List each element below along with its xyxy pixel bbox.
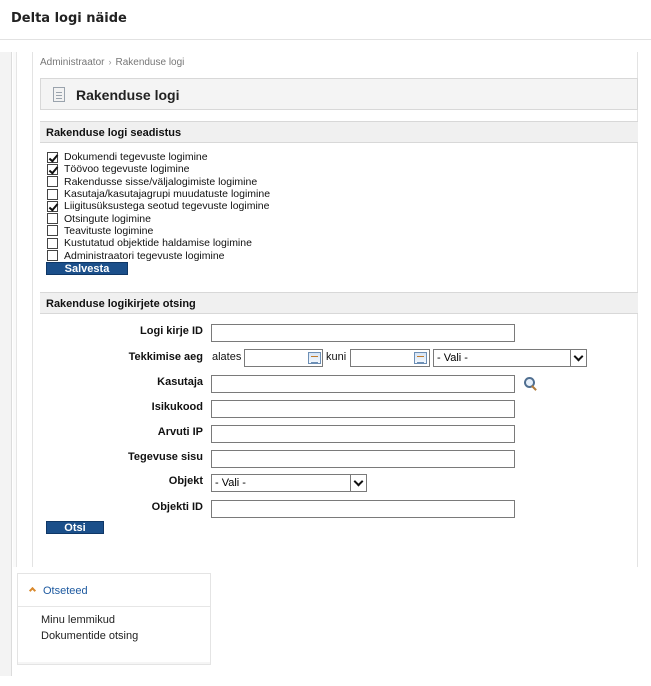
- user-label: Kasutaja: [157, 376, 203, 388]
- personal-code-input[interactable]: [211, 400, 515, 418]
- checkbox-label: Administraatori tegevuste logimine: [64, 249, 225, 262]
- checkbox-label: Rakendusse sisse/väljalogimiste logimine: [64, 175, 258, 188]
- period-select-value: - Vali -: [437, 352, 468, 364]
- computer-ip-input[interactable]: [211, 425, 515, 443]
- checkbox-label: Teavituste logimine: [64, 224, 154, 237]
- checkbox[interactable]: [47, 201, 58, 212]
- action-content-label: Tegevuse sisu: [128, 451, 203, 463]
- setting-option[interactable]: [47, 249, 270, 261]
- chevron-down-icon: [570, 350, 586, 366]
- setting-option[interactable]: [47, 176, 270, 188]
- shortcut-favorites-link[interactable]: Minu lemmikud: [41, 614, 115, 626]
- shortcuts-title: Otseteed: [43, 585, 88, 597]
- computer-ip-label: Arvuti IP: [157, 426, 203, 438]
- setting-option[interactable]: [47, 200, 270, 212]
- checkbox[interactable]: [47, 238, 58, 249]
- created-time-label: Tekkimise aeg: [128, 351, 203, 363]
- shortcuts-panel-body: [18, 574, 210, 662]
- setting-option[interactable]: [47, 212, 270, 224]
- log-id-input[interactable]: [211, 324, 515, 342]
- left-sidebar-strip: [0, 52, 12, 686]
- setting-option[interactable]: [47, 188, 270, 200]
- settings-section-header: Rakenduse logi seadistus: [40, 121, 638, 143]
- document-icon: [53, 87, 65, 102]
- chevron-down-icon: [350, 475, 366, 491]
- page-title: Rakenduse logi: [76, 87, 180, 103]
- object-select-value: - Vali -: [215, 477, 246, 489]
- object-id-label: Objekti ID: [151, 501, 203, 513]
- checkbox-label: Dokumendi tegevuste logimine: [64, 151, 208, 164]
- setting-option[interactable]: [47, 237, 270, 249]
- setting-option[interactable]: [47, 225, 270, 237]
- object-label: Objekt: [168, 475, 203, 487]
- date-from-label: alates: [212, 351, 242, 363]
- breadcrumb-item-current: Rakenduse logi: [115, 57, 185, 68]
- setting-option[interactable]: [47, 151, 270, 163]
- date-to-label: kuni: [326, 351, 347, 363]
- checkbox[interactable]: [47, 176, 58, 187]
- checkbox[interactable]: [47, 213, 58, 224]
- chevron-up-icon: [29, 587, 36, 594]
- user-input[interactable]: [211, 375, 515, 393]
- object-id-input[interactable]: [211, 500, 515, 518]
- search-section-header: Rakenduse logikirjete otsing: [40, 292, 638, 314]
- period-select[interactable]: [433, 349, 587, 367]
- settings-checkbox-list: [47, 151, 270, 262]
- breadcrumb-item-admin[interactable]: Administraator: [40, 57, 105, 68]
- shortcuts-header[interactable]: [28, 585, 88, 597]
- action-content-input[interactable]: [211, 450, 515, 468]
- checkbox[interactable]: [47, 225, 58, 236]
- left-sidebar-edge: [13, 52, 17, 567]
- checkbox-label: Liigitusüksustega seotud tegevuste logimine: [64, 200, 270, 213]
- window-title: Delta logi näide: [0, 0, 651, 40]
- divider: [18, 606, 210, 607]
- calendar-icon[interactable]: [414, 352, 427, 364]
- search-icon[interactable]: [524, 377, 538, 391]
- page-header: [40, 78, 638, 110]
- checkbox-label: Kasutaja/kasutajagrupi muudatuste logimine: [64, 188, 271, 201]
- checkbox[interactable]: [47, 189, 58, 200]
- bottom-bar: [0, 676, 651, 686]
- shortcut-document-search-link[interactable]: Dokumentide otsing: [41, 630, 139, 642]
- setting-option[interactable]: [47, 163, 270, 175]
- checkbox[interactable]: [47, 164, 58, 175]
- checkbox-label: Töövoo tegevuste logimine: [64, 163, 190, 176]
- checkbox-label: Otsingute logimine: [64, 212, 151, 225]
- search-button[interactable]: Otsi: [46, 521, 104, 534]
- log-id-label: Logi kirje ID: [140, 325, 203, 337]
- checkbox[interactable]: [47, 250, 58, 261]
- personal-code-label: Isikukood: [151, 401, 203, 413]
- checkbox[interactable]: [47, 152, 58, 163]
- save-button[interactable]: Salvesta: [46, 262, 128, 275]
- breadcrumb: [40, 57, 184, 68]
- checkbox-label: Kustutatud objektide haldamise logimine: [64, 237, 252, 250]
- object-select[interactable]: [211, 474, 367, 492]
- shortcuts-panel: [17, 573, 211, 665]
- breadcrumb-separator: ›: [108, 57, 112, 67]
- calendar-icon[interactable]: [308, 352, 321, 364]
